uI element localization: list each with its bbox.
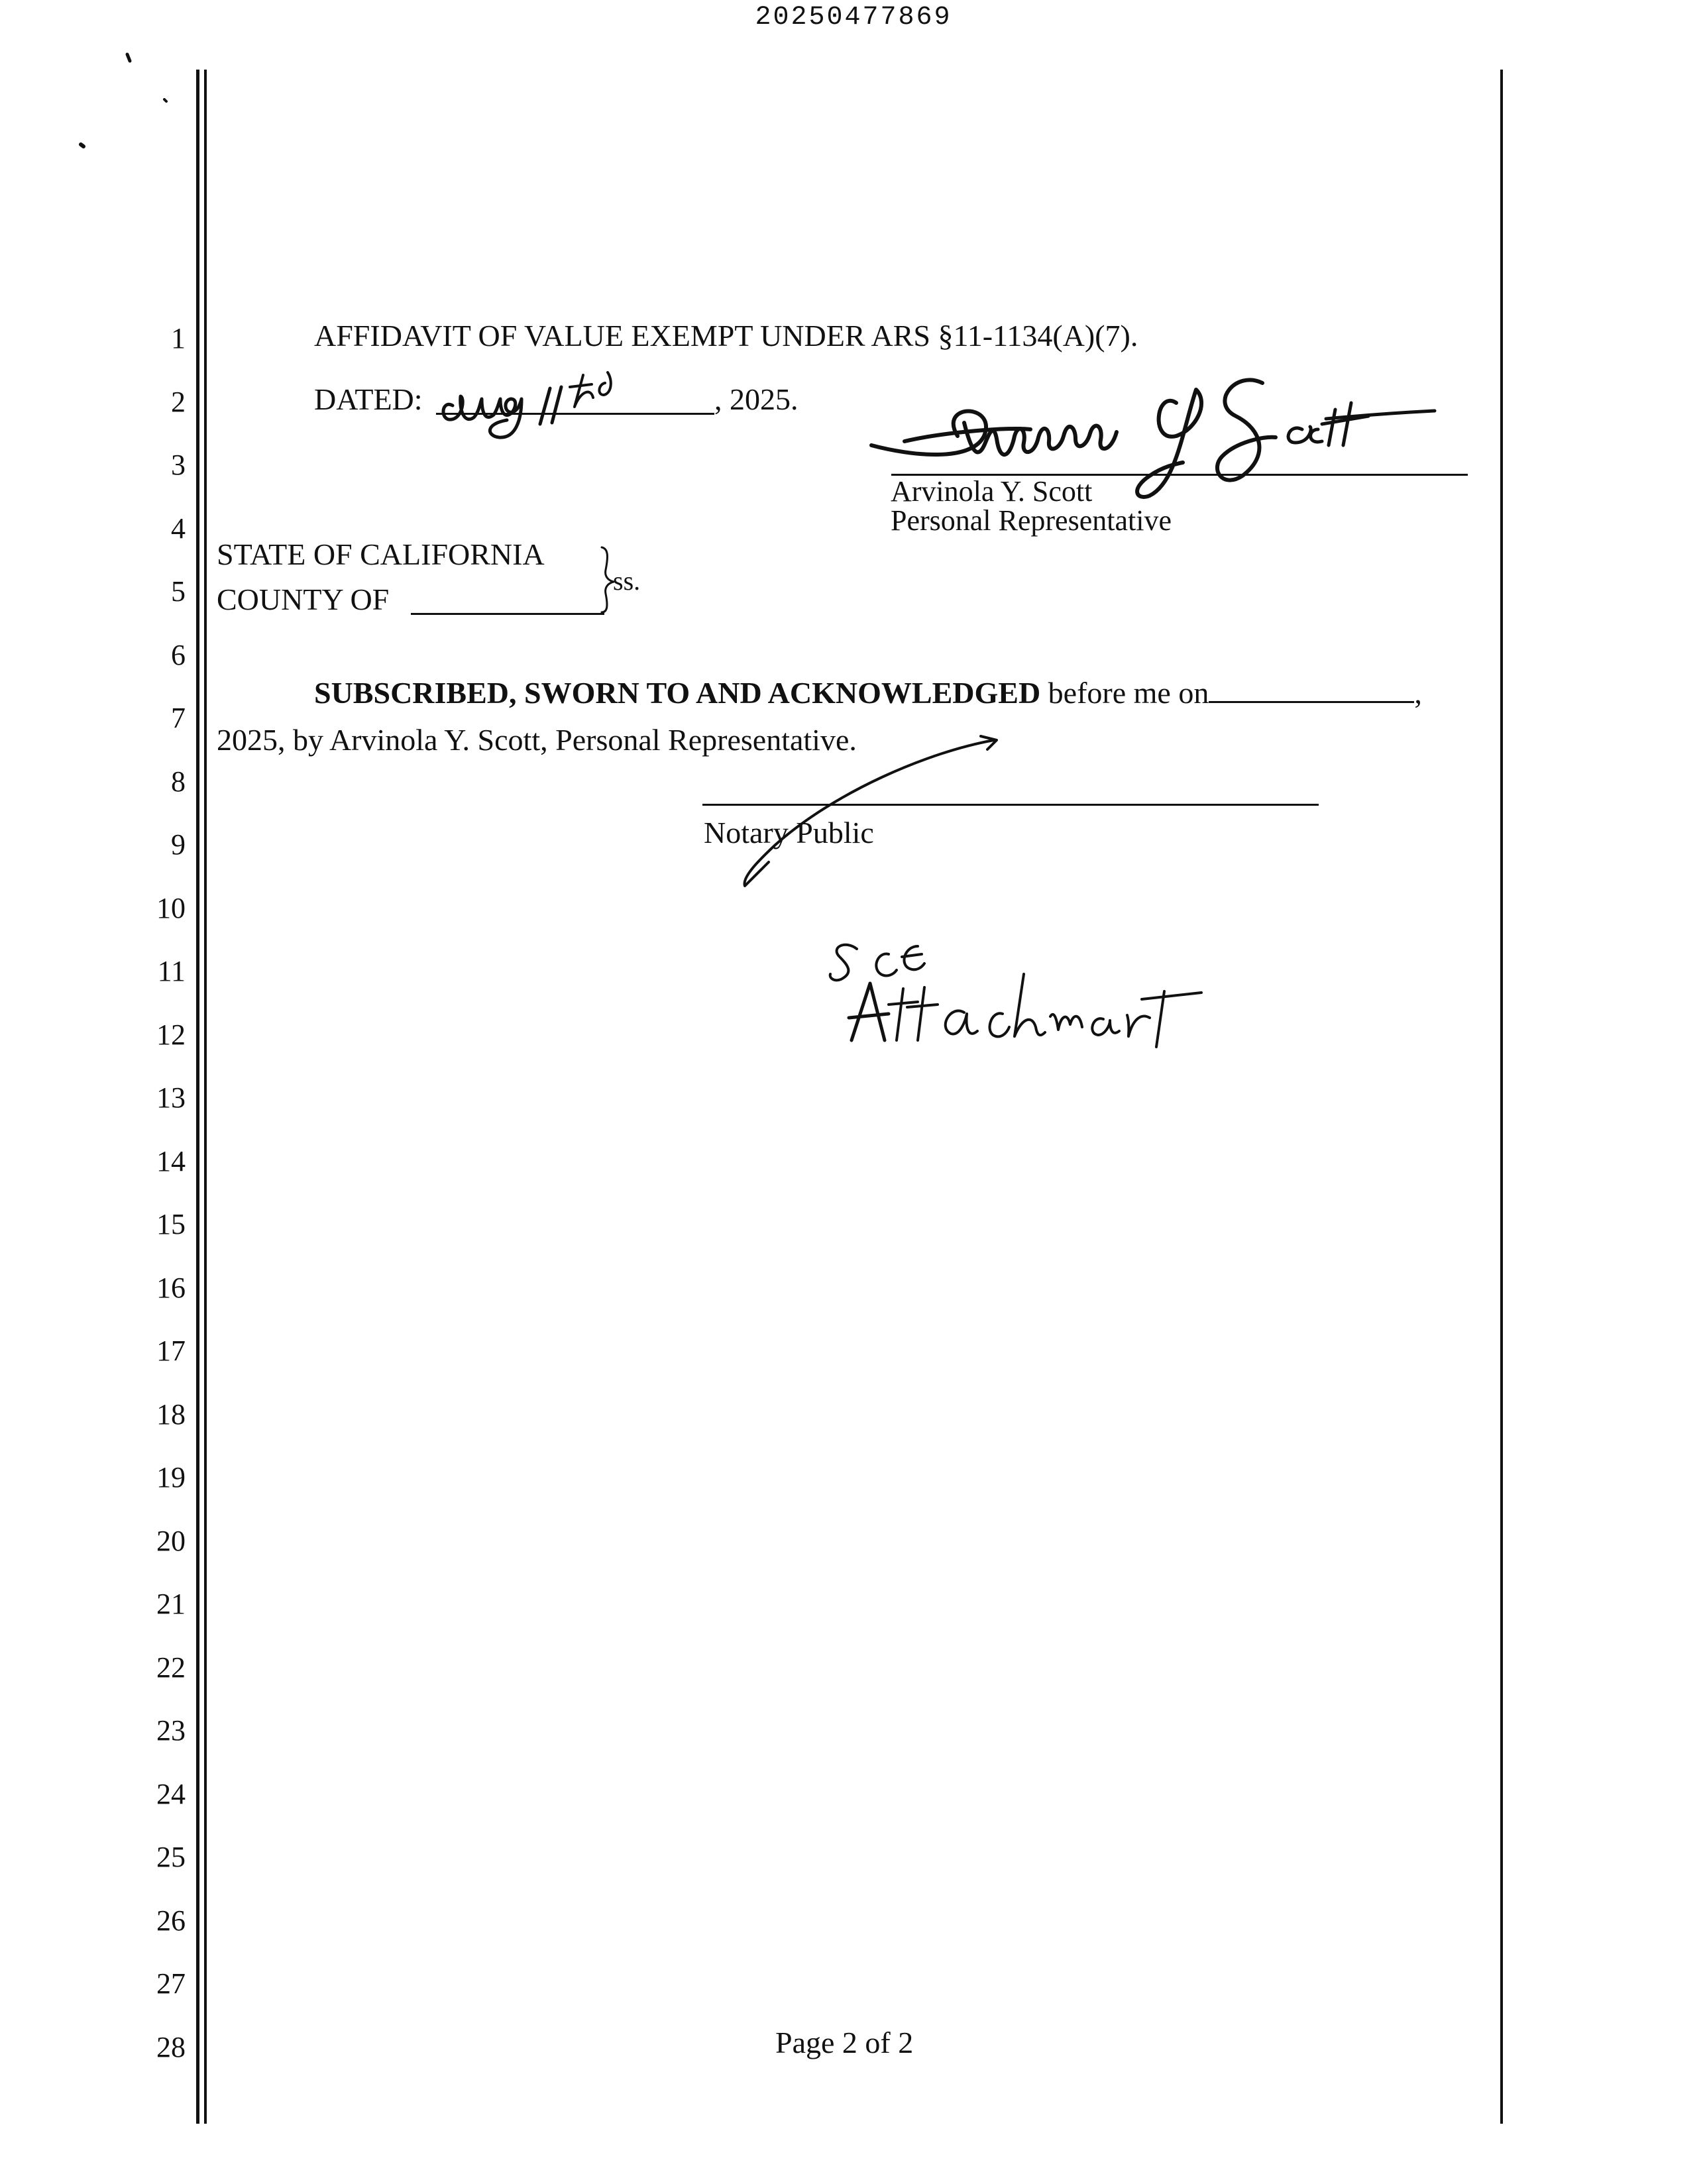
acknowledgment-date-blank	[1209, 675, 1414, 703]
notary-label: Notary Public	[704, 816, 874, 849]
line-number: 11	[157, 955, 186, 987]
line-number: 26	[156, 1904, 186, 1937]
notary-slash-mark	[729, 732, 1007, 891]
affidavit-title: AFFIDAVIT OF VALUE EXEMPT UNDER ARS §11-1134(A)(7).	[314, 319, 1138, 353]
line-number: 13	[156, 1081, 186, 1114]
handwritten-date	[434, 358, 646, 451]
line-number: 2	[171, 386, 186, 418]
right-margin-rule	[1500, 70, 1503, 2124]
line-number: 12	[156, 1018, 186, 1051]
page-footer: Page 2 of 2	[775, 2026, 914, 2059]
venue-county: COUNTY OF	[217, 582, 390, 616]
line-number: 6	[171, 639, 186, 671]
recording-number: 20250477869	[755, 3, 952, 32]
line-number: 20	[156, 1525, 186, 1557]
line-number: 23	[156, 1714, 186, 1747]
signer-name: Arvinola Y. Scott	[891, 475, 1093, 508]
line-number: 27	[156, 1967, 186, 2000]
line-number: 25	[156, 1841, 186, 1873]
line-number: 28	[156, 2031, 186, 2063]
line-number: 17	[156, 1335, 186, 1367]
line-number: 16	[156, 1272, 186, 1304]
signer-title: Personal Representative	[891, 504, 1172, 537]
acknowledgment-before: before me on	[1040, 676, 1209, 710]
line-number: 5	[171, 575, 186, 608]
line-number: 9	[171, 828, 186, 861]
line-number: 21	[156, 1588, 186, 1620]
line-number: 18	[156, 1398, 186, 1431]
venue-ss: ss.	[613, 566, 641, 596]
line-number: 4	[171, 512, 186, 545]
notary-signature-line	[702, 804, 1319, 806]
line-number: 22	[156, 1651, 186, 1684]
scan-speck-marks	[0, 0, 199, 199]
acknowledgment-line-2: 2025, by Arvinola Y. Scott, Personal Representative.	[217, 723, 857, 757]
dated-label: DATED:	[314, 382, 423, 416]
line-number: 19	[156, 1461, 186, 1494]
line-number: 7	[171, 702, 186, 734]
line-number: 3	[171, 449, 186, 481]
line-number: 1	[171, 322, 186, 355]
county-blank	[411, 613, 604, 615]
dated-year: , 2025.	[714, 382, 798, 416]
line-number: 10	[156, 892, 186, 924]
line-number: 14	[156, 1145, 186, 1177]
left-margin-rule-outer	[196, 70, 199, 2124]
handwritten-see-attachment	[825, 928, 1209, 1073]
acknowledgment-comma: ,	[1414, 676, 1422, 710]
left-margin-rule-inner	[204, 70, 207, 2124]
acknowledgment-bold: SUBSCRIBED, SWORN TO AND ACKNOWLEDGED	[314, 676, 1041, 710]
line-number: 24	[156, 1778, 186, 1810]
line-number: 8	[171, 765, 186, 798]
acknowledgment-line-1	[314, 675, 1422, 711]
line-number: 15	[156, 1208, 186, 1240]
venue-state: STATE OF CALIFORNIA	[217, 537, 545, 571]
